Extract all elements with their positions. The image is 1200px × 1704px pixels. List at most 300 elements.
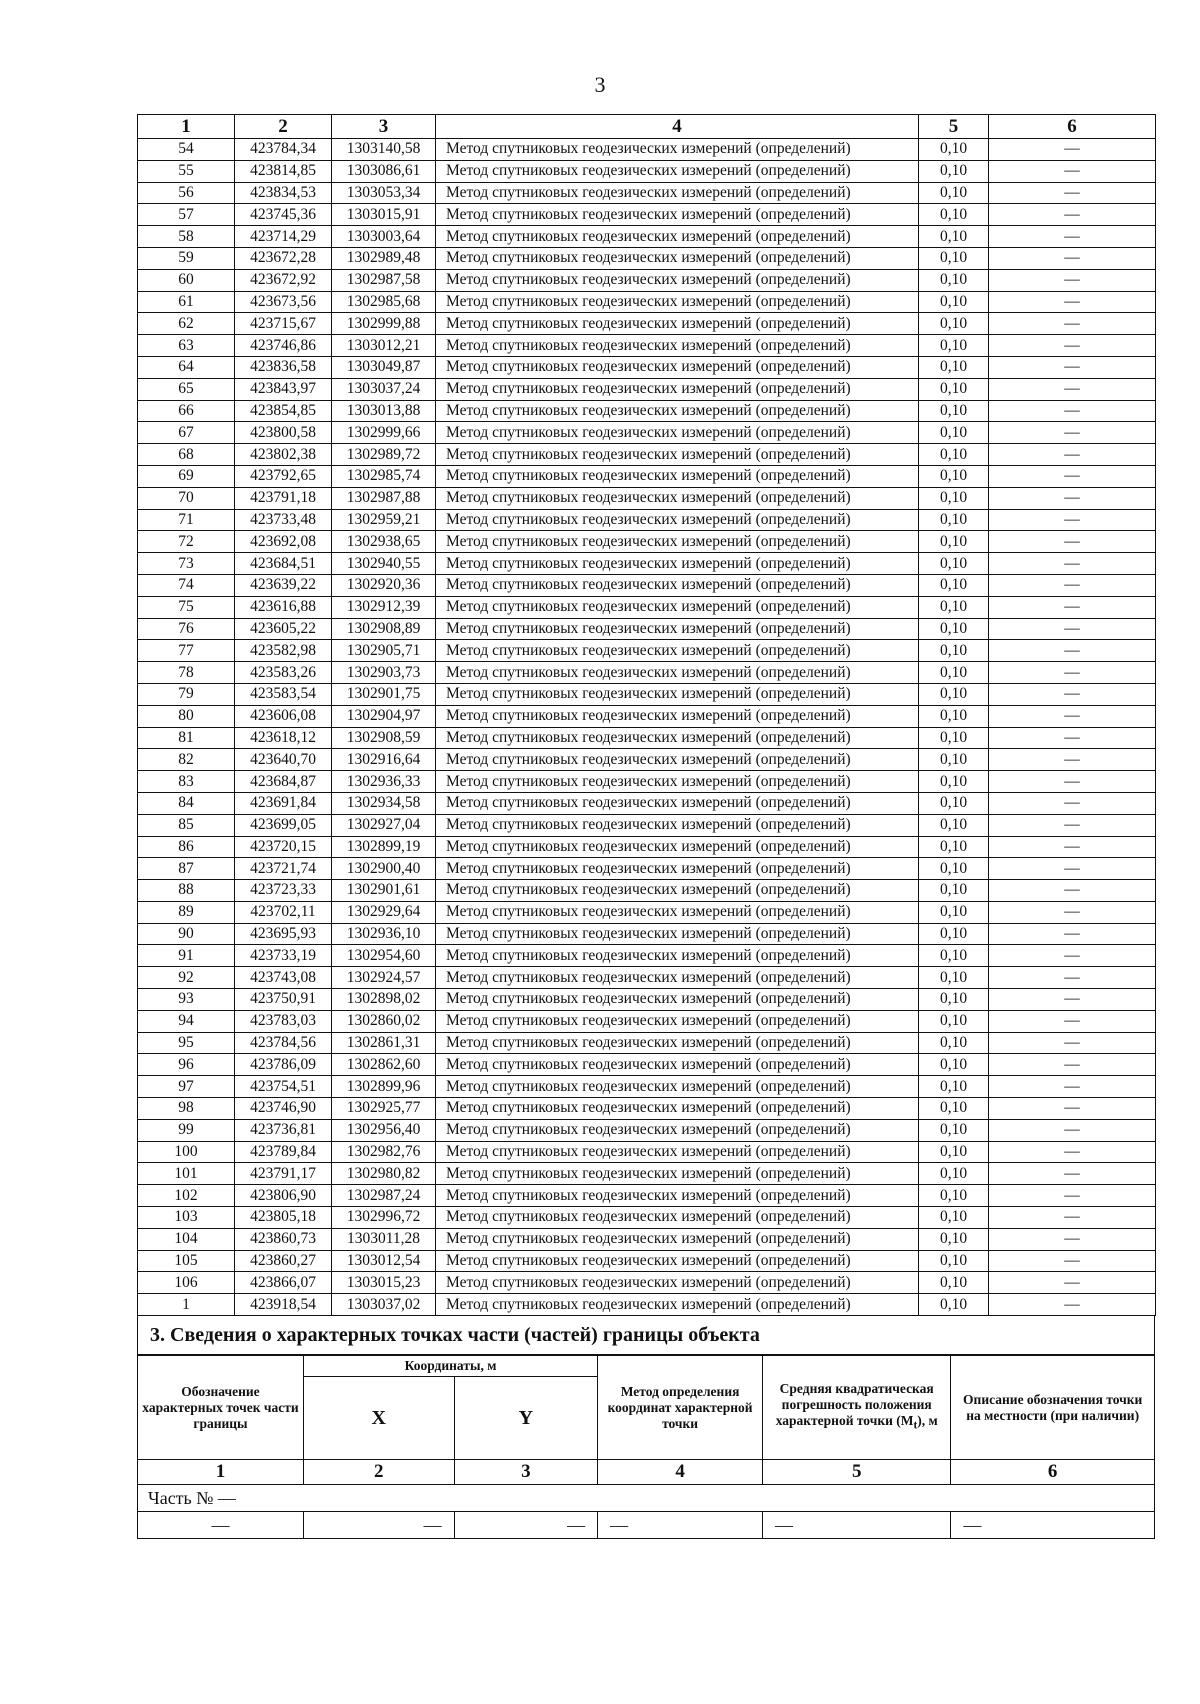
accuracy-cell: 0,10 bbox=[919, 814, 989, 836]
table-row bbox=[138, 880, 1156, 902]
accuracy-cell: 0,10 bbox=[919, 1294, 989, 1316]
table-row bbox=[138, 160, 1156, 182]
method-cell: Метод спутниковых геодезических измерений (определений) bbox=[436, 1185, 919, 1207]
accuracy-cell: 0,10 bbox=[919, 291, 989, 313]
method-cell: Метод спутниковых геодезических измерений (определений) bbox=[436, 880, 919, 902]
description-cell: — bbox=[989, 858, 1156, 880]
point-number-cell: 88 bbox=[138, 880, 235, 902]
method-cell: Метод спутниковых геодезических измерений (определений) bbox=[436, 1250, 919, 1272]
accuracy-cell: 0,10 bbox=[919, 1207, 989, 1229]
table-row bbox=[138, 771, 1156, 793]
y-coordinate-cell: 1302982,76 bbox=[332, 1141, 436, 1163]
table-row bbox=[138, 204, 1156, 226]
y-coordinate-cell: 1302905,71 bbox=[332, 640, 436, 662]
description-cell: — bbox=[989, 160, 1156, 182]
accuracy-cell: 0,10 bbox=[919, 901, 989, 923]
method-cell: Метод спутниковых геодезических измерений (определений) bbox=[436, 313, 919, 335]
x-coordinate-cell: 423684,51 bbox=[235, 553, 332, 575]
description-cell: — bbox=[989, 618, 1156, 640]
accuracy-cell: 0,10 bbox=[919, 487, 989, 509]
x-coordinate-cell: 423673,56 bbox=[235, 291, 332, 313]
accuracy-cell: 0,10 bbox=[919, 1141, 989, 1163]
point-number-cell: 103 bbox=[138, 1207, 235, 1229]
description-cell: — bbox=[989, 1228, 1156, 1250]
description-cell: — bbox=[989, 880, 1156, 902]
method-cell: Метод спутниковых геодезических измерений (определений) bbox=[436, 989, 919, 1011]
description-cell: — bbox=[989, 291, 1156, 313]
x-coordinate-cell: 423746,86 bbox=[235, 335, 332, 357]
y-coordinate-cell: 1302898,02 bbox=[332, 989, 436, 1011]
description-cell: — bbox=[989, 1272, 1156, 1294]
table-row bbox=[138, 531, 1156, 553]
table-row bbox=[138, 1141, 1156, 1163]
x-coordinate-cell: 423806,90 bbox=[235, 1185, 332, 1207]
x-coordinate-cell: 423783,03 bbox=[235, 1010, 332, 1032]
method-cell: Метод спутниковых геодезических измерений (определений) bbox=[436, 858, 919, 880]
table-row bbox=[138, 945, 1156, 967]
table-row bbox=[138, 487, 1156, 509]
point-number-cell: 64 bbox=[138, 356, 235, 378]
empty-cell: — bbox=[138, 1512, 304, 1539]
point-number-cell: 55 bbox=[138, 160, 235, 182]
table-row bbox=[138, 1207, 1156, 1229]
description-cell: — bbox=[989, 662, 1156, 684]
document-sheet bbox=[137, 114, 1155, 1539]
accuracy-cell: 0,10 bbox=[919, 1032, 989, 1054]
method-cell: Метод спутниковых геодезических измерений (определений) bbox=[436, 1141, 919, 1163]
description-cell: — bbox=[989, 444, 1156, 466]
description-cell: — bbox=[989, 640, 1156, 662]
table-row bbox=[138, 1185, 1156, 1207]
y-coordinate-cell: 1302929,64 bbox=[332, 901, 436, 923]
header-y: Y bbox=[454, 1377, 598, 1460]
y-coordinate-cell: 1303015,23 bbox=[332, 1272, 436, 1294]
point-number-cell: 105 bbox=[138, 1250, 235, 1272]
table-row bbox=[138, 1054, 1156, 1076]
y-coordinate-cell: 1302912,39 bbox=[332, 596, 436, 618]
y-coordinate-cell: 1302940,55 bbox=[332, 553, 436, 575]
description-cell: — bbox=[989, 509, 1156, 531]
column-numbers-row bbox=[138, 1460, 1155, 1485]
x-coordinate-cell: 423684,87 bbox=[235, 771, 332, 793]
method-cell: Метод спутниковых геодезических измерений (определений) bbox=[436, 727, 919, 749]
y-coordinate-cell: 1302920,36 bbox=[332, 574, 436, 596]
table-row bbox=[138, 727, 1156, 749]
x-coordinate-cell: 423733,48 bbox=[235, 509, 332, 531]
accuracy-cell: 0,10 bbox=[919, 1098, 989, 1120]
x-coordinate-cell: 423583,54 bbox=[235, 683, 332, 705]
accuracy-cell: 0,10 bbox=[919, 182, 989, 204]
accuracy-cell: 0,10 bbox=[919, 858, 989, 880]
table-row bbox=[138, 901, 1156, 923]
column-number: 6 bbox=[951, 1460, 1155, 1485]
y-coordinate-cell: 1302901,61 bbox=[332, 880, 436, 902]
table-row bbox=[138, 356, 1156, 378]
description-cell: — bbox=[989, 705, 1156, 727]
table-row bbox=[138, 1228, 1156, 1250]
x-coordinate-cell: 423843,97 bbox=[235, 378, 332, 400]
x-coordinate-cell: 423746,90 bbox=[235, 1098, 332, 1120]
x-coordinate-cell: 423714,29 bbox=[235, 226, 332, 248]
table-row bbox=[138, 1272, 1156, 1294]
table-row bbox=[138, 269, 1156, 291]
x-coordinate-cell: 423672,28 bbox=[235, 247, 332, 269]
table-row bbox=[138, 1163, 1156, 1185]
method-cell: Метод спутниковых геодезических измерений (определений) bbox=[436, 422, 919, 444]
point-number-cell: 99 bbox=[138, 1119, 235, 1141]
point-number-cell: 104 bbox=[138, 1228, 235, 1250]
table-row bbox=[138, 553, 1156, 575]
empty-cell: — bbox=[763, 1512, 951, 1539]
y-coordinate-cell: 1302980,82 bbox=[332, 1163, 436, 1185]
point-number-cell: 56 bbox=[138, 182, 235, 204]
accuracy-cell: 0,10 bbox=[919, 662, 989, 684]
y-coordinate-cell: 1302904,97 bbox=[332, 705, 436, 727]
description-cell: — bbox=[989, 400, 1156, 422]
point-number-cell: 75 bbox=[138, 596, 235, 618]
x-coordinate-cell: 423616,88 bbox=[235, 596, 332, 618]
y-coordinate-cell: 1302996,72 bbox=[332, 1207, 436, 1229]
method-cell: Метод спутниковых геодезических измерений (определений) bbox=[436, 356, 919, 378]
table-row bbox=[138, 335, 1156, 357]
point-number-cell: 96 bbox=[138, 1054, 235, 1076]
point-number-cell: 93 bbox=[138, 989, 235, 1011]
method-cell: Метод спутниковых геодезических измерений (определений) bbox=[436, 531, 919, 553]
method-cell: Метод спутниковых геодезических измерений (определений) bbox=[436, 923, 919, 945]
accuracy-cell: 0,10 bbox=[919, 465, 989, 487]
section-3-title: 3. Сведения о характерных точках части (частей) границы объекта bbox=[137, 1316, 1155, 1355]
accuracy-cell: 0,10 bbox=[919, 226, 989, 248]
accuracy-cell: 0,10 bbox=[919, 531, 989, 553]
accuracy-cell: 0,10 bbox=[919, 836, 989, 858]
point-number-cell: 68 bbox=[138, 444, 235, 466]
description-cell: — bbox=[989, 771, 1156, 793]
accuracy-cell: 0,10 bbox=[919, 139, 989, 161]
table-row bbox=[138, 226, 1156, 248]
table-row bbox=[138, 465, 1156, 487]
x-coordinate-cell: 423860,73 bbox=[235, 1228, 332, 1250]
description-cell: — bbox=[989, 465, 1156, 487]
table-row bbox=[138, 422, 1156, 444]
accuracy-cell: 0,10 bbox=[919, 1272, 989, 1294]
y-coordinate-cell: 1303140,58 bbox=[332, 139, 436, 161]
table-header-row bbox=[138, 115, 1156, 139]
method-cell: Метод спутниковых геодезических измерений (определений) bbox=[436, 618, 919, 640]
accuracy-cell: 0,10 bbox=[919, 618, 989, 640]
header-method: Метод определения координат характерной точки bbox=[598, 1356, 763, 1460]
accuracy-cell: 0,10 bbox=[919, 378, 989, 400]
method-cell: Метод спутниковых геодезических измерений (определений) bbox=[436, 182, 919, 204]
accuracy-cell: 0,10 bbox=[919, 1010, 989, 1032]
y-coordinate-cell: 1303003,64 bbox=[332, 226, 436, 248]
table-row bbox=[138, 596, 1156, 618]
method-cell: Метод спутниковых геодезических измерений (определений) bbox=[436, 487, 919, 509]
description-cell: — bbox=[989, 1010, 1156, 1032]
empty-cell: — bbox=[303, 1512, 454, 1539]
table-row bbox=[138, 923, 1156, 945]
y-coordinate-cell: 1302959,21 bbox=[332, 509, 436, 531]
method-cell: Метод спутниковых геодезических измерений (определений) bbox=[436, 378, 919, 400]
description-cell: — bbox=[989, 596, 1156, 618]
accuracy-cell: 0,10 bbox=[919, 989, 989, 1011]
y-coordinate-cell: 1302938,65 bbox=[332, 531, 436, 553]
table-row bbox=[138, 313, 1156, 335]
y-coordinate-cell: 1303012,21 bbox=[332, 335, 436, 357]
method-cell: Метод спутниковых геодезических измерений (определений) bbox=[436, 749, 919, 771]
point-number-cell: 63 bbox=[138, 335, 235, 357]
point-number-cell: 58 bbox=[138, 226, 235, 248]
accuracy-cell: 0,10 bbox=[919, 1250, 989, 1272]
x-coordinate-cell: 423800,58 bbox=[235, 422, 332, 444]
x-coordinate-cell: 423582,98 bbox=[235, 640, 332, 662]
description-cell: — bbox=[989, 356, 1156, 378]
x-coordinate-cell: 423733,19 bbox=[235, 945, 332, 967]
accuracy-cell: 0,10 bbox=[919, 313, 989, 335]
y-coordinate-cell: 1302900,40 bbox=[332, 858, 436, 880]
method-cell: Метод спутниковых геодезических измерений (определений) bbox=[436, 792, 919, 814]
point-number-cell: 77 bbox=[138, 640, 235, 662]
y-coordinate-cell: 1302985,74 bbox=[332, 465, 436, 487]
x-coordinate-cell: 423605,22 bbox=[235, 618, 332, 640]
method-cell: Метод спутниковых геодезических измерений (определений) bbox=[436, 1163, 919, 1185]
description-cell: — bbox=[989, 1163, 1156, 1185]
method-cell: Метод спутниковых геодезических измерений (определений) bbox=[436, 444, 919, 466]
header-cell: 1 bbox=[138, 115, 235, 139]
x-coordinate-cell: 423723,33 bbox=[235, 880, 332, 902]
accuracy-cell: 0,10 bbox=[919, 204, 989, 226]
table-row bbox=[138, 1294, 1156, 1316]
x-coordinate-cell: 423784,34 bbox=[235, 139, 332, 161]
point-number-cell: 90 bbox=[138, 923, 235, 945]
x-coordinate-cell: 423715,67 bbox=[235, 313, 332, 335]
x-coordinate-cell: 423721,74 bbox=[235, 858, 332, 880]
method-cell: Метод спутниковых геодезических измерений (определений) bbox=[436, 814, 919, 836]
y-coordinate-cell: 1302908,89 bbox=[332, 618, 436, 640]
y-coordinate-cell: 1303013,88 bbox=[332, 400, 436, 422]
table-row bbox=[138, 1098, 1156, 1120]
description-cell: — bbox=[989, 792, 1156, 814]
method-cell: Метод спутниковых геодезических измерений (определений) bbox=[436, 683, 919, 705]
method-cell: Метод спутниковых геодезических измерений (определений) bbox=[436, 945, 919, 967]
method-cell: Метод спутниковых геодезических измерений (определений) bbox=[436, 836, 919, 858]
x-coordinate-cell: 423754,51 bbox=[235, 1076, 332, 1098]
point-number-cell: 71 bbox=[138, 509, 235, 531]
y-coordinate-cell: 1302927,04 bbox=[332, 814, 436, 836]
y-coordinate-cell: 1302999,88 bbox=[332, 313, 436, 335]
point-number-cell: 79 bbox=[138, 683, 235, 705]
x-coordinate-cell: 423639,22 bbox=[235, 574, 332, 596]
table-row bbox=[138, 858, 1156, 880]
point-number-cell: 85 bbox=[138, 814, 235, 836]
method-cell: Метод спутниковых геодезических измерений (определений) bbox=[436, 1228, 919, 1250]
description-cell: — bbox=[989, 1141, 1156, 1163]
method-cell: Метод спутниковых геодезических измерений (определений) bbox=[436, 139, 919, 161]
x-coordinate-cell: 423745,36 bbox=[235, 204, 332, 226]
point-number-cell: 73 bbox=[138, 553, 235, 575]
description-cell: — bbox=[989, 313, 1156, 335]
description-cell: — bbox=[989, 1207, 1156, 1229]
point-number-cell: 1 bbox=[138, 1294, 235, 1316]
header-coordinates: Координаты, м bbox=[303, 1356, 597, 1377]
accuracy-cell: 0,10 bbox=[919, 596, 989, 618]
description-cell: — bbox=[989, 487, 1156, 509]
y-coordinate-cell: 1303015,91 bbox=[332, 204, 436, 226]
y-coordinate-cell: 1303086,61 bbox=[332, 160, 436, 182]
table-row bbox=[138, 749, 1156, 771]
point-number-cell: 69 bbox=[138, 465, 235, 487]
method-cell: Метод спутниковых геодезических измерений (определений) bbox=[436, 1010, 919, 1032]
x-coordinate-cell: 423695,93 bbox=[235, 923, 332, 945]
method-cell: Метод спутниковых геодезических измерений (определений) bbox=[436, 1207, 919, 1229]
point-number-cell: 106 bbox=[138, 1272, 235, 1294]
header-cell: 6 bbox=[989, 115, 1156, 139]
point-number-cell: 83 bbox=[138, 771, 235, 793]
y-coordinate-cell: 1302987,58 bbox=[332, 269, 436, 291]
accuracy-cell: 0,10 bbox=[919, 967, 989, 989]
method-cell: Метод спутниковых геодезических измерений (определений) bbox=[436, 705, 919, 727]
y-coordinate-cell: 1302924,57 bbox=[332, 967, 436, 989]
point-number-cell: 62 bbox=[138, 313, 235, 335]
point-number-cell: 81 bbox=[138, 727, 235, 749]
part-points-table bbox=[137, 1355, 1155, 1539]
y-coordinate-cell: 1302989,48 bbox=[332, 247, 436, 269]
part-label: Часть № — bbox=[138, 1485, 1155, 1512]
description-cell: — bbox=[989, 1294, 1156, 1316]
accuracy-cell: 0,10 bbox=[919, 945, 989, 967]
accuracy-cell: 0,10 bbox=[919, 1228, 989, 1250]
table-row bbox=[138, 1010, 1156, 1032]
point-number-cell: 59 bbox=[138, 247, 235, 269]
table-row bbox=[138, 792, 1156, 814]
description-cell: — bbox=[989, 422, 1156, 444]
point-number-cell: 101 bbox=[138, 1163, 235, 1185]
part-empty-row bbox=[138, 1512, 1155, 1539]
description-cell: — bbox=[989, 1119, 1156, 1141]
point-number-cell: 72 bbox=[138, 531, 235, 553]
y-coordinate-cell: 1303053,34 bbox=[332, 182, 436, 204]
point-number-cell: 78 bbox=[138, 662, 235, 684]
method-cell: Метод спутниковых геодезических измерений (определений) bbox=[436, 574, 919, 596]
x-coordinate-cell: 423583,26 bbox=[235, 662, 332, 684]
column-number: 5 bbox=[763, 1460, 951, 1485]
empty-cell: — bbox=[454, 1512, 598, 1539]
accuracy-cell: 0,10 bbox=[919, 247, 989, 269]
accuracy-cell: 0,10 bbox=[919, 553, 989, 575]
y-coordinate-cell: 1303037,02 bbox=[332, 1294, 436, 1316]
description-cell: — bbox=[989, 945, 1156, 967]
y-coordinate-cell: 1302899,96 bbox=[332, 1076, 436, 1098]
empty-cell: — bbox=[598, 1512, 763, 1539]
point-number-cell: 84 bbox=[138, 792, 235, 814]
description-cell: — bbox=[989, 531, 1156, 553]
point-number-cell: 92 bbox=[138, 967, 235, 989]
point-number-cell: 70 bbox=[138, 487, 235, 509]
description-cell: — bbox=[989, 139, 1156, 161]
x-coordinate-cell: 423805,18 bbox=[235, 1207, 332, 1229]
method-cell: Метод спутниковых геодезических измерений (определений) bbox=[436, 335, 919, 357]
accuracy-cell: 0,10 bbox=[919, 509, 989, 531]
description-cell: — bbox=[989, 1185, 1156, 1207]
y-coordinate-cell: 1302956,40 bbox=[332, 1119, 436, 1141]
table-row bbox=[138, 378, 1156, 400]
header-x: X bbox=[303, 1377, 454, 1460]
method-cell: Метод спутниковых геодезических измерений (определений) bbox=[436, 1076, 919, 1098]
method-cell: Метод спутниковых геодезических измерений (определений) bbox=[436, 465, 919, 487]
description-cell: — bbox=[989, 226, 1156, 248]
point-number-cell: 80 bbox=[138, 705, 235, 727]
y-coordinate-cell: 1302934,58 bbox=[332, 792, 436, 814]
y-coordinate-cell: 1302999,66 bbox=[332, 422, 436, 444]
accuracy-cell: 0,10 bbox=[919, 1076, 989, 1098]
point-number-cell: 98 bbox=[138, 1098, 235, 1120]
method-cell: Метод спутниковых геодезических измерений (определений) bbox=[436, 160, 919, 182]
page-number: 3 bbox=[594, 72, 606, 97]
point-number-cell: 74 bbox=[138, 574, 235, 596]
x-coordinate-cell: 423606,08 bbox=[235, 705, 332, 727]
description-cell: — bbox=[989, 923, 1156, 945]
x-coordinate-cell: 423640,70 bbox=[235, 749, 332, 771]
accuracy-cell: 0,10 bbox=[919, 269, 989, 291]
point-number-cell: 87 bbox=[138, 858, 235, 880]
method-cell: Метод спутниковых геодезических измерений (определений) bbox=[436, 553, 919, 575]
description-cell: — bbox=[989, 1250, 1156, 1272]
x-coordinate-cell: 423836,58 bbox=[235, 356, 332, 378]
accuracy-cell: 0,10 bbox=[919, 574, 989, 596]
table-row bbox=[138, 618, 1156, 640]
point-number-cell: 61 bbox=[138, 291, 235, 313]
table-body bbox=[138, 139, 1156, 1316]
description-cell: — bbox=[989, 1098, 1156, 1120]
accuracy-cell: 0,10 bbox=[919, 880, 989, 902]
table-row bbox=[138, 662, 1156, 684]
accuracy-cell: 0,10 bbox=[919, 356, 989, 378]
table-row bbox=[138, 247, 1156, 269]
description-cell: — bbox=[989, 1076, 1156, 1098]
method-cell: Метод спутниковых геодезических измерений (определений) bbox=[436, 901, 919, 923]
x-coordinate-cell: 423791,17 bbox=[235, 1163, 332, 1185]
table-row bbox=[138, 1250, 1156, 1272]
y-coordinate-cell: 1302901,75 bbox=[332, 683, 436, 705]
empty-cell: — bbox=[951, 1512, 1155, 1539]
accuracy-cell: 0,10 bbox=[919, 771, 989, 793]
point-number-cell: 95 bbox=[138, 1032, 235, 1054]
table-row bbox=[138, 1032, 1156, 1054]
method-cell: Метод спутниковых геодезических измерений (определений) bbox=[436, 400, 919, 422]
coordinates-table bbox=[137, 114, 1156, 1316]
x-coordinate-cell: 423736,81 bbox=[235, 1119, 332, 1141]
method-cell: Метод спутниковых геодезических измерений (определений) bbox=[436, 1098, 919, 1120]
column-number: 1 bbox=[138, 1460, 304, 1485]
y-coordinate-cell: 1302861,31 bbox=[332, 1032, 436, 1054]
table-row bbox=[138, 1076, 1156, 1098]
method-cell: Метод спутниковых геодезических измерений (определений) bbox=[436, 1054, 919, 1076]
description-cell: — bbox=[989, 1054, 1156, 1076]
method-cell: Метод спутниковых геодезических измерений (определений) bbox=[436, 509, 919, 531]
y-coordinate-cell: 1302936,33 bbox=[332, 771, 436, 793]
point-number-cell: 67 bbox=[138, 422, 235, 444]
point-number-cell: 66 bbox=[138, 400, 235, 422]
y-coordinate-cell: 1302908,59 bbox=[332, 727, 436, 749]
accuracy-cell: 0,10 bbox=[919, 160, 989, 182]
column-number: 2 bbox=[303, 1460, 454, 1485]
accuracy-cell: 0,10 bbox=[919, 923, 989, 945]
y-coordinate-cell: 1303012,54 bbox=[332, 1250, 436, 1272]
table-row bbox=[138, 836, 1156, 858]
y-coordinate-cell: 1302899,19 bbox=[332, 836, 436, 858]
accuracy-cell: 0,10 bbox=[919, 400, 989, 422]
y-coordinate-cell: 1302916,64 bbox=[332, 749, 436, 771]
method-cell: Метод спутниковых геодезических измерений (определений) bbox=[436, 291, 919, 313]
